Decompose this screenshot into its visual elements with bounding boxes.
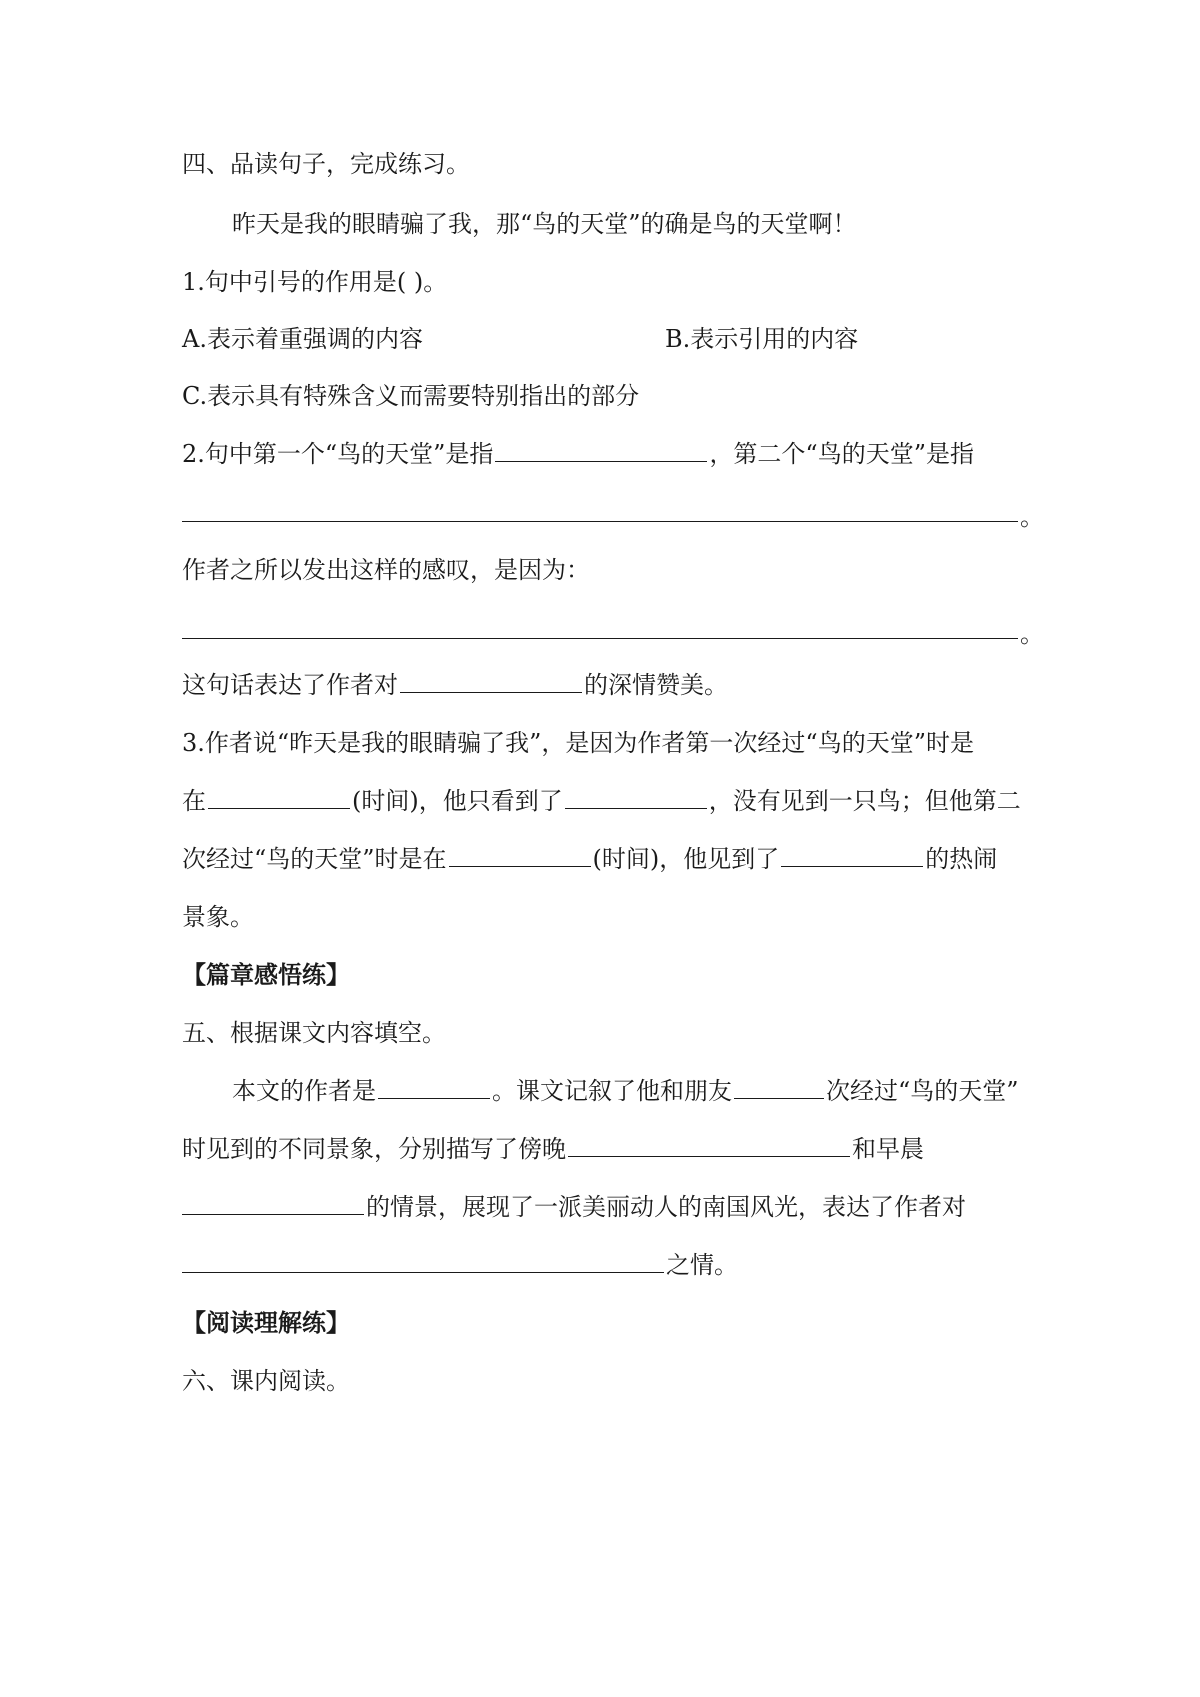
answer-blank[interactable] [495,437,707,462]
answer-blank[interactable] [400,668,582,693]
section5-line1 [232,1074,1019,1108]
period-mark: 。 [1020,503,1044,531]
question-1: 1.句中引号的作用是( )。 [182,268,448,296]
s5-text: 次经过“鸟的天堂” [826,1077,1019,1105]
section5-line4 [182,1248,738,1282]
section5-line2 [182,1132,924,1166]
answer-blank[interactable] [568,1132,850,1157]
section6-title: 六、课内阅读。 [182,1367,350,1395]
option-c: C.表示具有特殊含义而需要特别指出的部分 [182,382,640,410]
answer-blank[interactable] [182,1248,664,1273]
answer-blank[interactable] [378,1074,490,1099]
answer-line-full[interactable] [182,521,1018,522]
q2-text-a: 2.句中第一个“鸟的天堂”是指 [182,440,494,468]
answer-line-full[interactable] [182,638,1018,639]
q3-text: 的热闹 [925,845,998,873]
answer-blank[interactable] [208,784,350,809]
section4-quote: 昨天是我的眼睛骗了我，那“鸟的天堂”的确是鸟的天堂啊！ [232,210,857,238]
s5-text: 本文的作者是 [232,1077,376,1105]
answer-blank[interactable] [734,1074,824,1099]
s5-text: 和早晨 [852,1135,924,1163]
section5-line3 [182,1190,966,1224]
q2-praise-a: 这句话表达了作者对 [182,671,398,699]
q2-reason: 作者之所以发出这样的感叹，是因为： [182,556,590,584]
question-3-line4: 景象。 [182,903,254,931]
option-b: B.表示引用的内容 [665,325,859,353]
section5-title: 五、根据课文内容填空。 [182,1019,446,1047]
question-3-line3 [182,842,997,876]
s5-text: 。课文记叙了他和朋友 [492,1077,732,1105]
question-3-line1: 3.作者说“昨天是我的眼睛骗了我”，是因为作者第一次经过“鸟的天堂”时是 [182,729,974,757]
answer-blank[interactable] [182,1190,364,1215]
option-a: A.表示着重强调的内容 [182,325,423,353]
s5-text: 之情。 [666,1251,738,1279]
q2-praise-b: 的深情赞美。 [584,671,728,699]
reading-header: 【阅读理解练】 [182,1308,350,1337]
q3-text: (时间)，他见到了 [592,845,780,873]
answer-blank[interactable] [565,784,707,809]
section4-title: 四、品读句子，完成练习。 [182,150,470,178]
s5-text: 时见到的不同景象，分别描写了傍晚 [182,1135,566,1163]
period-mark: 。 [1020,620,1044,648]
answer-blank[interactable] [781,842,923,867]
question-2-line [182,437,974,471]
q3-text: 次经过“鸟的天堂”时是在 [182,845,447,873]
chapter-header: 【篇章感悟练】 [182,960,350,989]
q2-text-b: ，第二个“鸟的天堂”是指 [709,440,974,468]
q3-text: ，没有见到一只鸟；但他第二 [708,787,1021,815]
question-3-line2 [182,784,1021,818]
q2-praise-line [182,668,728,702]
answer-blank[interactable] [449,842,591,867]
s5-text: 的情景，展现了一派美丽动人的南国风光，表达了作者对 [366,1193,966,1221]
q3-text: (时间)，他只看到了 [352,787,563,815]
q3-text: 在 [182,787,206,815]
